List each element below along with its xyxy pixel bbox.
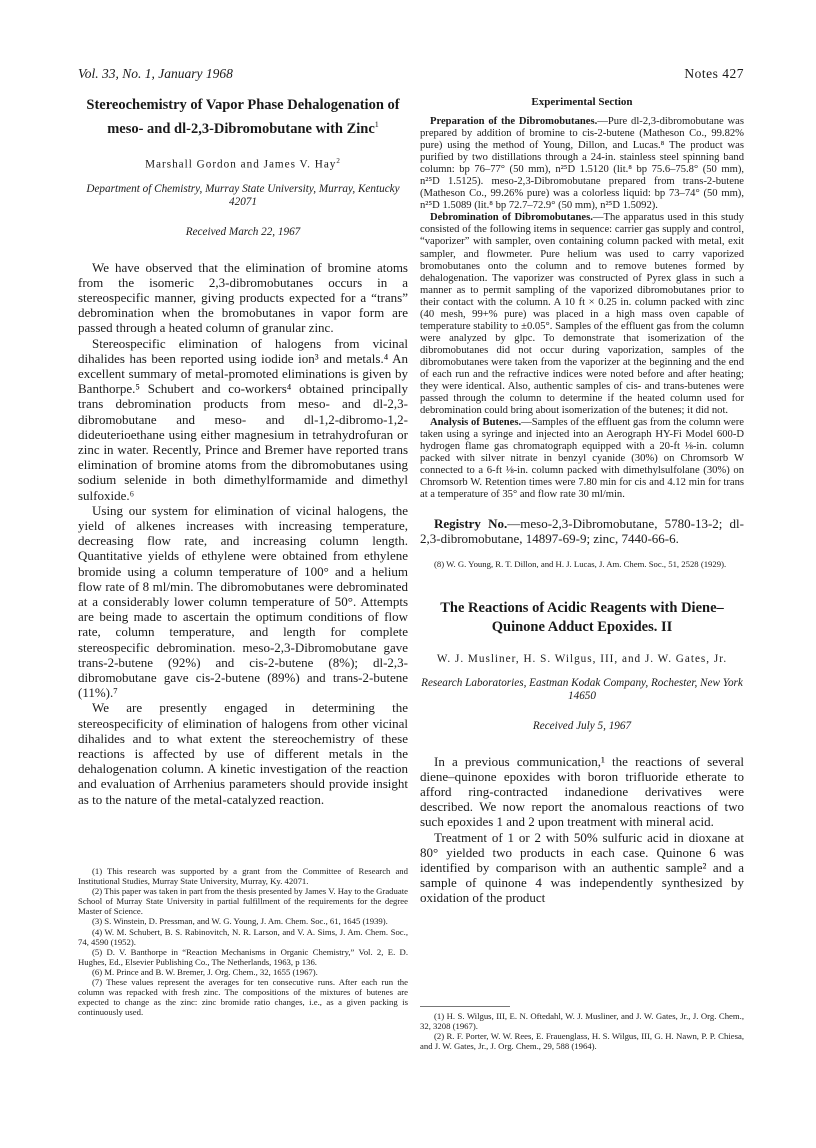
running-header (78, 66, 744, 84)
footnote-rule (420, 1006, 510, 1007)
paragraph: We have observed that the elimination of bromine atoms from the isomeric 2,3-dibromobutanes occurs in a stereospecific manner, giving products expected for a “trans” debromination when the bromobutanes in vapor form are passed through a heated column of granular zinc. (78, 259, 408, 336)
paragraph: In a previous communication,¹ the reactions of several diene–quinone epoxides with boron trifluoride etherate to afford ring-contracted indanedione derivatives were described. We now report the anomalous reactions of two such epoxides 1 and 2 upon treatment with mineral acid. (420, 753, 744, 830)
article1-body (78, 260, 408, 807)
footnote: (2) This paper was taken in part from the thesis presented by James V. Hay to the Graduate School of Murray State University in partial fulfillment of the requirements for the degree Master of Science. (78, 886, 408, 917)
article1-title: Stereochemistry of Vapor Phase Dehalogenation of meso- and dl-2,3-Dibromobutane with Zinc$^1$ (86, 97, 400, 137)
registry-numbers: Registry No.—meso-2,3-Dibromobutane, 5780-13-2; dl-2,3-dibromobutane, 14897-69-9; zinc, 7440-66-6. (420, 515, 744, 546)
journal-volume-line: Vol. 33, No. 1, January 1968 (78, 66, 233, 81)
experimental-paragraph: Analysis of Butenes.—Samples of the effluent gas from the column were taken using a syringe and injected into an Aerograph HY-Fi Model 600-D hydrogen flame gas chromatograph equipped with a 20-ft ⅛-in. column packed with silver nitrate in benzyl cyanide (30%) on Chromsorb W connected to a 6-ft ⅛-in. column packed with dimethylsulfolane (30%) on Chromsorb W. Retention times were 7.80 min for cis and 4.12 min for trans at a temperature of 35° and flow rate 30 ml/min. (420, 417, 744, 501)
footnote: (1) H. S. Wilgus, III, E. N. Oftedahl, W. J. Musliner, and J. W. Gates, Jr., J. Org. Chem., 32, 3208 (1967). (420, 1011, 744, 1032)
title-footnote-mark: 1 (374, 120, 379, 129)
left-column (78, 96, 408, 1018)
paragraph: Using our system for elimination of vicinal halogens, the yield of alkenes increases with increasing temperature, decreasing flow rate, and increasing column length. Quantitative yields of ethylene were obtained from ethylene bromide using a column temperature of 100° and a helium flow rate of 8 ml/min. The dibromobutanes were debrominated at a considerably lower column temperature of 50°. Attempts are being made to ascertain the optimum conditions of flow rate, column temperature, and length for complete stereospecific debromination. meso-2,3-Dibromobutane gave trans-2-butene (92%) and cis-2-butene (8%); dl-2,3-dibromobutane gave cis-2-butene (89%) and trans-2-butene (11%).⁷ (78, 502, 408, 701)
footnote: (2) R. F. Porter, W. W. Rees, E. Frauenglass, H. S. Wilgus, III, G. H. Nawn, P. P. Chiesa, and J. W. Gates, Jr., J. Org. Chem., 29, 588 (1964). (420, 1031, 744, 1052)
experimental-section (420, 116, 744, 502)
article2-received-date: Received July 5, 1967 (532, 719, 632, 732)
footnote: (4) W. M. Schubert, B. S. Rabinovitch, N. R. Larson, and V. A. Sims, J. Am. Chem. Soc., 74, 4590 (1952). (78, 926, 408, 947)
article1-affiliation: Department of Chemistry, Murray State University, Murray, Kentucky 42071 (86, 182, 400, 209)
article2-footnotes (420, 1006, 744, 1051)
paragraph: Stereospecific elimination of halogens from vicinal dihalides has been reported using iodide ion³ and metals.⁴ An excellent summary of metal-promoted eliminations is given by Banthorpe.⁵ Schubert and co-workers⁴ obtained principally trans debromination products from meso- and dl-2,3-dibromobutane and meso- and dl-1,2-dibromo-1,2-dideuterioethane using either magnesium in tetrahydrofuran or zinc in water. Recently, Prince and Bremer have reported trans elimination of bromine atoms from the dibromobutanes using sodium selenide in both dimethylformamide and dimethyl sulfoxide.⁶ (78, 335, 408, 503)
experimental-footnotes (420, 559, 744, 569)
right-column (420, 96, 744, 1052)
footnote: (8) W. G. Young, R. T. Dillon, and H. J. Lucas, J. Am. Chem. Soc., 51, 2528 (1929). (434, 558, 727, 569)
article2-authors: W. J. Musliner, H. S. Wilgus, III, and J. W. Gates, Jr. (436, 652, 728, 665)
experimental-heading: Experimental Section (531, 96, 633, 108)
paragraph: We are presently engaged in determining the stereospecificity of elimination of halogens from other vicinal dihalides and to what extent the stereochemistry of these reactions is affected by use of different metals in the dehalogenation column. A kinetic investigation of the reaction and evaluation of Arrhenius parameters should provide insight as to the nature of the metal-catalyzed reaction. (78, 700, 408, 807)
article2-affiliation: Research Laboratories, Eastman Kodak Company, Rochester, New York 14650 (421, 676, 743, 703)
footnote: (1) This research was supported by a grant from the Committee of Research and Institutional Studies, Murray State University, Murray, Ky. 42071. (78, 866, 408, 887)
run-in-heading: Preparation of the Dibromobutanes. (430, 116, 598, 127)
paragraph: Treatment of 1 or 2 with 50% sulfuric acid in dioxane at 80° yielded two products in each case. Quinone 6 was identified by comparison with an authentic sample² and a sample of quinone 4 was independently synthesized by oxidation of the product (420, 829, 744, 906)
footnote: (3) S. Winstein, D. Pressman, and W. G. Young, J. Am. Chem. Soc., 61, 1645 (1939). (92, 916, 388, 927)
section-page-number: Notes 427 (684, 66, 744, 81)
footnote: (5) D. V. Banthorpe in “Reaction Mechanisms in Organic Chemistry,” Vol. 2, E. D. Hughes, Ed., Elsevier Publishing Co., The Netherlands, 1963, p 136. (78, 946, 408, 967)
article1-authors: Marshall Gordon and James V. Hay$^2$ (145, 156, 341, 171)
experimental-paragraph: Debromination of Dibromobutanes.—The apparatus used in this study consisted of the following items in sequence: carrier gas supply and control, “vaporizer” with sampler, oven containing column packed with metal, exit sampler, and flowmeter. Pure helium was used to carry vaporized bromobutanes onto the column and to remove butenes formed by dehalogenation. The vaporizer was constructed of Pyrex glass in such a manner as to permit sampling of the vaporized dibromobutanes prior to their contact with the column. A 10 ft × 0.25 in. column packed with zinc (40 mesh, 99+% pure) was placed in a high mass oven capable of temperature stability to ±0.05°. Samples of the effluent gas from the column were analyzed by glpc. To demonstrate that isomerization of the dibromobutanes did not occur during vaporization, samples of the dibromobutanes were taken from the vaporizer at the beginning and the end of each run and the refractive indices were noted before and after heating; they were identical. Also, authentic samples of cis- and trans-butenes were passed through the column to determine if the heated column used for debromination could bring about isomerization of the butenes; it did not. (420, 212, 744, 417)
footnote: (7) These values represent the averages for ten consecutive runs. After each run the column was repacked with fresh zinc. The compositions of the mixtures of butenes are expected to change as the zinc: zinc bromide ratio changes, i.e., as a given packing is continuously used. (78, 977, 408, 1018)
article1-received-date: Received March 22, 1967 (185, 225, 301, 238)
article1-footnotes (78, 866, 408, 1017)
run-in-heading: Debromination of Dibromobutanes. (430, 212, 593, 224)
article2-body (420, 754, 744, 906)
run-in-heading: Analysis of Butenes. (430, 417, 522, 429)
authors-footnote-mark: 2 (336, 156, 341, 165)
article2-title: The Reactions of Acidic Reagents with Diene–Quinone Adduct Epoxides. II (440, 599, 724, 635)
footnote: (6) M. Prince and B. W. Bremer, J. Org. Chem., 32, 1655 (1967). (92, 966, 318, 977)
experimental-paragraph: Preparation of the Dibromobutanes.—Pure dl-2,3-dibromobutane was prepared by addition of bromine to cis-2-butene (Matheson Co., 99.82% pure) using the method of Young, Dillon, and Lucas.⁸ The product was purified by two distillations through a 24-in. stainless steel spinning band column: bp 76–77° (50 mm), n²⁵D 1.5120 (lit.⁸ bp 75.6–75.8° (50 mm), n²⁵D 1.5125). meso-2,3-Dibromobutane prepared from trans-2-butene (Matheson Co., 99.26% pure) was a colorless liquid: bp 73–74° (50 mm), n²⁵D 1.5089 (lit.⁸ bp 72.7–72.9° (50 mm), n²⁵D 1.5092). (420, 116, 744, 212)
